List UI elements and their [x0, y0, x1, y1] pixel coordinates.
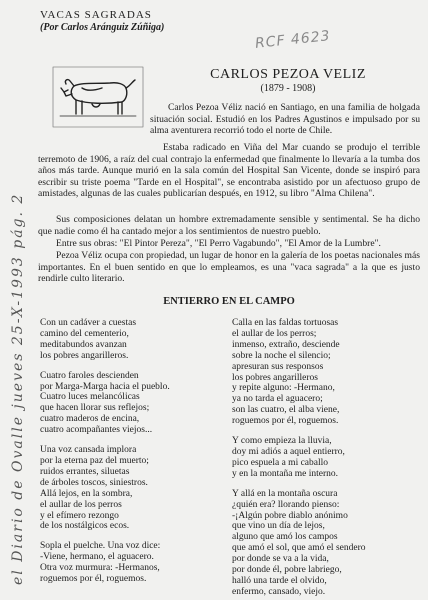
poem-line: Otra voz murmura: -Hermanos,: [40, 563, 160, 574]
poem-line: son las cuatro, el alba viene,: [232, 405, 340, 416]
article-years: (1879 - 1908): [260, 83, 316, 94]
poem-line: los pobres angarilleros.: [40, 350, 129, 361]
stanza-break: [232, 480, 422, 489]
poem-line: Calla en las faldas tortuosas: [232, 318, 339, 328]
article-paragraph: Sus composiciones delatan un hombre extremadamente sensible y sentimental. Se ha dicho que nadie como él ha cantado mejor a los sentimientos de nuestro pueblo.: [38, 214, 420, 237]
poem-line: -¡Algún pobre diablo anónimo: [232, 510, 348, 521]
archive-stamp: RCF 4623: [254, 28, 332, 52]
poem-line: el aullar de los perros;: [232, 328, 317, 339]
poem-line: Y allá en la montaña oscura: [232, 488, 338, 499]
poem-line: de árboles toscos, siniestros.: [40, 477, 148, 488]
cow-icon: [52, 66, 144, 128]
poem-line: y en la montaña me interno.: [232, 468, 339, 479]
poem-line: Allá lejos, en la sombra,: [40, 488, 133, 499]
poem-line: Una voz cansada implora: [40, 445, 137, 456]
stanza-break: [40, 362, 210, 371]
poem-line: Cuatro luces melancólicas: [40, 392, 140, 403]
article-paragraph: Estaba radicado en Viña del Mar cuando se produjo el terrible terremoto de 1906, a raíz del cual contrajo la enfermedad que finalmente lo llevaría a la tumba dos años más tarde. Aunque murió en la sala común del Hospital San Vicente, donde se inspiró para escribir su triste poema "Tarde en el Hospital", se encontraba asistido por un afectuoso grupo de amistades, algunas de las cuales publicarían después, en 1912, su libro "Alma Chilena".: [38, 142, 420, 200]
poem-line: roguemos por él, roguemos.: [232, 416, 339, 427]
poem-line: roguemos por él, roguemos.: [40, 574, 147, 585]
poem-line: ¿quién era? llorando pienso:: [232, 499, 340, 510]
poem-line: que hacen llorar sus reflejos;: [40, 403, 150, 414]
poem-line: Sopla el puelche. Una voz dice:: [40, 541, 161, 552]
article-paragraph: Entre sus obras: "El Pintor Pereza", "El Perro Vagabundo", "El Amor de la Lumbre".: [56, 238, 381, 249]
poem-column-right: [232, 318, 422, 598]
poem-line: apresuran sus responsos: [232, 361, 324, 372]
poem-line: Y como empieza la lluvia,: [232, 436, 332, 447]
article-paragraph: Carlos Pezoa Véliz nació en Santiago, en una familia de holgada situación social. Estudió en los Padres Agustinos e impulsado por su alma aventurera recorrió todo el norte de Chile.: [150, 102, 420, 137]
poem-line: pico espuela a mi caballo: [232, 457, 329, 468]
poem-line: enfermo, cansado, viejo.: [232, 586, 326, 597]
stanza-break: [40, 436, 210, 445]
poem-line: camino del cementerio,: [40, 328, 129, 339]
poem-line: los pobres angarilleros: [232, 372, 319, 383]
stanza-break: [232, 427, 422, 436]
poem-line: por la eterna paz del muerto;: [40, 455, 149, 466]
poem-line: que amó el sol, que amó el sendero: [232, 543, 366, 554]
poem-line: sobre la noche el silencio;: [232, 350, 331, 361]
poem-line: cuatro maderos de encina,: [40, 414, 140, 425]
column-title: VACAS SAGRADAS: [40, 9, 152, 21]
poem-title: ENTIERRO EN EL CAMPO: [163, 296, 295, 307]
poem-line: el aullar de los perros: [40, 499, 122, 510]
poem-line: cuatro acompañantes viejos...: [40, 425, 153, 436]
poem-line: Con un cadáver a cuestas: [40, 318, 137, 328]
poem-line: por donde él, pobre labriego,: [232, 565, 342, 576]
poem-line: alguno que amó los campos: [232, 532, 338, 543]
poem-line: halló una tarde el olvido,: [232, 575, 327, 586]
poem-line: que vino un día de lejos,: [232, 521, 325, 532]
article-title: CARLOS PEZOA VELIZ: [210, 67, 366, 82]
poem-line: y repite alguno: -Hermano,: [232, 383, 335, 394]
poem-line: por donde se va a la vida,: [232, 554, 329, 565]
author-byline: (Por Carlos Aránguiz Zúñiga): [40, 22, 165, 33]
article-paragraph: Pezoa Véliz ocupa con propiedad, un lugar de honor en la galería de los poetas nacionales más importantes. En el buen sentido en que lo empleamos, es una "vaca sagrada" a la que es justo rendirle culto literario.: [38, 250, 420, 285]
handwritten-source-note: el Diario de Ovalle jueves 25-X-1993 pág. 2: [10, 192, 26, 585]
poem-column-left: [40, 318, 210, 585]
poem-line: inmenso, extraño, desciende: [232, 339, 340, 350]
poem-line: doy mi adiós a aquel entierro,: [232, 446, 345, 457]
stanza-break: [40, 532, 210, 541]
poem-line: de los nostálgicos ecos.: [40, 521, 130, 532]
poem-line: por Marga-Marga hacia el pueblo.: [40, 381, 170, 392]
poem-line: Cuatro faroles descienden: [40, 370, 139, 381]
poem-line: -Viene, hermano, el aguacero.: [40, 552, 154, 563]
poem-line: ruidos errantes, siluetas: [40, 466, 130, 477]
poem-line: y el efímero rezongo: [40, 510, 119, 521]
poem-line: ya no tarda el aguacero;: [232, 394, 323, 405]
poem-line: meditabundos avanzan: [40, 339, 127, 350]
